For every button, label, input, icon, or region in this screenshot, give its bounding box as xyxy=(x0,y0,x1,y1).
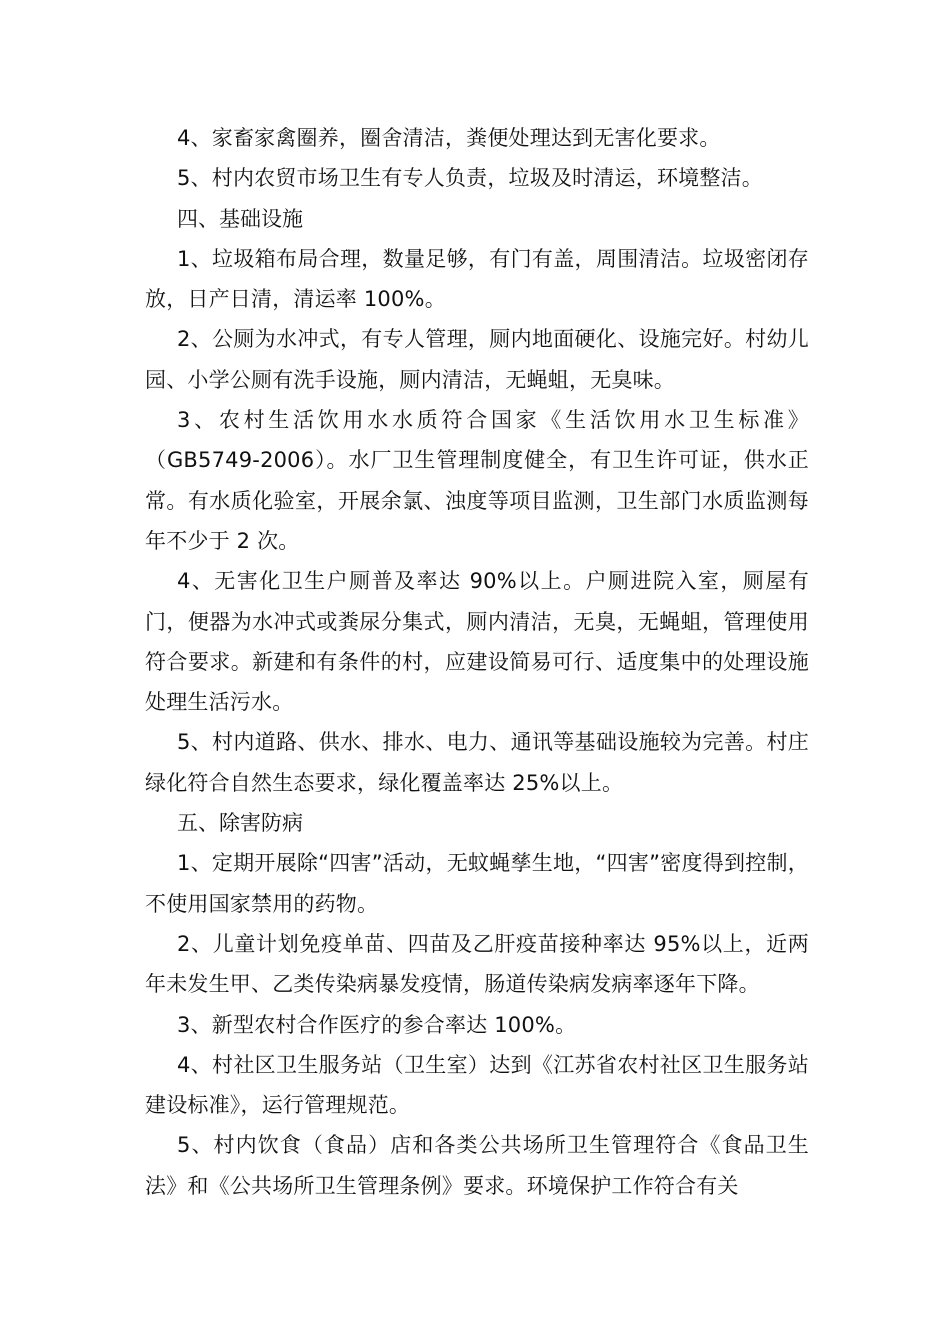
paragraph-immunization: 2、儿童计划免疫单苗、四苗及乙肝疫苗接种率达 95%以上，近两年未发生甲、乙类传染病暴发疫情，肠道传染病发病率逐年下降。 xyxy=(145,931,809,997)
document-page xyxy=(145,118,809,1206)
paragraph-food-hygiene: 5、村内饮食（食品）店和各类公共场所卫生管理符合《食品卫生法》和《公共场所卫生管理条例》要求。环境保护工作符合有关 xyxy=(145,1133,809,1198)
paragraph-four-pests: 1、定期开展除“四害”活动，无蚊蝇孳生地，“四害”密度得到控制，不使用国家禁用的药物。 xyxy=(145,851,809,916)
paragraph-public-toilets: 2、公厕为水冲式，有专人管理，厕内地面硬化、设施完好。村幼儿园、小学公厕有洗手设施，厕内清洁，无蝇蛆，无臭味。 xyxy=(145,327,809,392)
paragraph-drinking-water: 3、农村生活饮用水水质符合国家《生活饮用水卫生标准》（GB5749-2006）。水厂卫生管理制度健全，有卫生许可证，供水正常。有水质化验室，开展余氯、浊度等项目监测，卫生部门水质监测每年不少于 2 次。 xyxy=(145,408,809,553)
section-heading-disease-prevention: 五、除害防病 xyxy=(177,811,303,836)
paragraph-roads-greening: 5、村内道路、供水、排水、电力、通讯等基础设施较为完善。村庄绿化符合自然生态要求，绿化覆盖率达 25%以上。 xyxy=(145,730,809,795)
paragraph-market: 5、村内农贸市场卫生有专人负责，垃圾及时清运，环境整洁。 xyxy=(177,166,763,191)
paragraph-garbage-bins: 1、垃圾箱布局合理，数量足够，有门有盖，周围清洁。垃圾密闭存放，日产日清，清运率 100%。 xyxy=(145,246,809,312)
paragraph-livestock: 4、家畜家禽圈养，圈舍清洁，粪便处理达到无害化要求。 xyxy=(177,126,721,150)
paragraph-health-station: 4、村社区卫生服务站（卫生室）达到《江苏省农村社区卫生服务站建设标准》，运行管理规范。 xyxy=(145,1052,809,1118)
paragraph-household-toilets: 4、无害化卫生户厕普及率达 90%以上。户厕进院入室，厕屋有门，便器为水冲式或粪尿分集式，厕内清洁，无臭，无蝇蛆，管理使用符合要求。新建和有条件的村，应建设简易可行、适度集中的处理设施处理生活污水。 xyxy=(145,569,809,715)
paragraph-cooperative-medical: 3、新型农村合作医疗的参合率达 100%。 xyxy=(177,1012,577,1037)
section-heading-infrastructure: 四、基础设施 xyxy=(177,206,303,231)
